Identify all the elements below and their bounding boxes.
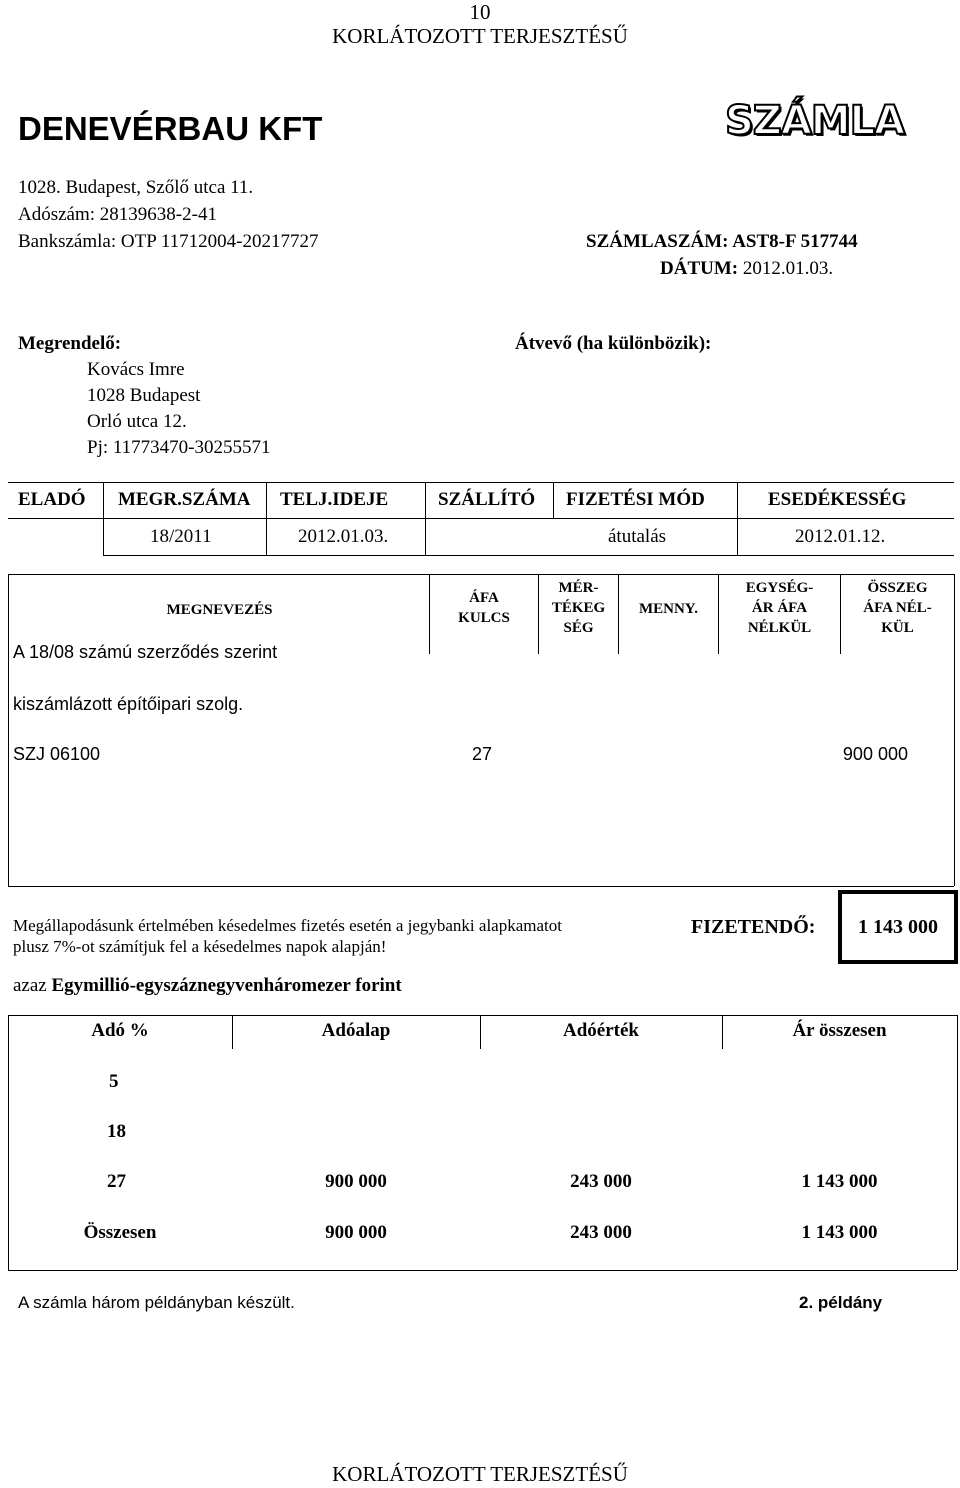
order-header-payment-method: FIZETÉSI MÓD bbox=[566, 489, 705, 510]
items-header-total: ÖSSZEG ÁFA NÉL- KÜL bbox=[863, 580, 932, 636]
item-description-line1: A 18/08 számú szerződés szerint bbox=[13, 642, 278, 662]
item-vat-rate: 27 bbox=[472, 744, 493, 764]
tax-row-rate: 5 bbox=[109, 1071, 119, 1092]
invoice-number: SZÁMLASZÁM: AST8-F 517744 bbox=[586, 231, 858, 252]
tax-table-top-rule bbox=[8, 1015, 957, 1016]
payment-terms-line2: plusz 7%-ot számítjuk fel a késedelmes napok alapján! bbox=[13, 937, 387, 956]
payment-terms-line1: Megállapodásunk értelmében késedelmes fizetés esetén a jegybanki alapkamatot bbox=[13, 916, 562, 935]
tax-total-label: Összesen bbox=[83, 1222, 157, 1243]
distribution-notice-bottom: KORLÁTOZOTT TERJESZTÉSŰ bbox=[332, 1462, 628, 1486]
amount-in-words-prefix: azaz bbox=[13, 975, 47, 996]
tax-row-base: 900 000 bbox=[325, 1171, 387, 1192]
invoice-date bbox=[660, 258, 833, 280]
items-header-unit: MÉR- TÉKEG SÉG bbox=[551, 580, 606, 636]
amount-due-label: FIZETENDŐ: bbox=[691, 916, 816, 938]
copy-number: 2. példány bbox=[799, 1293, 883, 1312]
tax-header-base: Adóalap bbox=[321, 1020, 391, 1041]
tax-header-rate: Adó % bbox=[91, 1020, 149, 1041]
tax-header-amount: Adóérték bbox=[563, 1020, 639, 1041]
order-table-bottom-rule bbox=[103, 555, 954, 556]
due-date-value: 2012.01.12. bbox=[795, 526, 886, 547]
item-total: 900 000 bbox=[842, 744, 908, 764]
customer-name: Kovács Imre bbox=[87, 359, 185, 380]
order-header-supplier: SZÁLLÍTÓ bbox=[438, 489, 536, 510]
order-col-divider bbox=[737, 482, 738, 555]
order-header-seller: ELADÓ bbox=[18, 489, 86, 510]
copies-note: A számla három példányban készült. bbox=[18, 1293, 295, 1312]
distribution-notice-top: KORLÁTOZOTT TERJESZTÉSŰ bbox=[332, 24, 628, 48]
customer-account: Pj: 11773470-30255571 bbox=[87, 437, 271, 458]
recipient-label: Átvevő (ha különbözik): bbox=[515, 333, 712, 354]
invoice-date-label: DÁTUM: bbox=[660, 258, 739, 279]
items-table-left-border bbox=[8, 574, 9, 886]
tax-table-right-border bbox=[957, 1015, 958, 1270]
order-header-due-date: ESEDÉKESSÉG bbox=[768, 489, 907, 510]
items-table-top-rule bbox=[8, 574, 954, 575]
tax-row-rate: 18 bbox=[107, 1121, 126, 1142]
seller-address: 1028. Budapest, Szőlő utca 11. bbox=[18, 177, 254, 198]
items-table-right-border bbox=[954, 574, 955, 886]
customer-label: Megrendelő: bbox=[18, 333, 122, 354]
items-header-quantity: MENNY. bbox=[638, 601, 699, 617]
seller-name: DENEVÉRBAU KFT bbox=[18, 110, 323, 147]
invoice-date-value: 2012.01.03. bbox=[742, 258, 834, 279]
items-header-description: MEGNEVEZÉS bbox=[166, 602, 273, 618]
page-number: 10 bbox=[469, 0, 491, 24]
tax-row-amount: 243 000 bbox=[570, 1171, 632, 1192]
order-header-fulfilment-date: TELJ.IDEJE bbox=[280, 489, 389, 510]
order-header-order-number: MEGR.SZÁMA bbox=[118, 489, 251, 510]
invoice-logo: SZÁMLA bbox=[725, 98, 905, 144]
seller-tax-number: Adószám: 28139638-2-41 bbox=[18, 204, 217, 225]
items-table-bottom-rule bbox=[8, 886, 954, 887]
tax-table-bottom-rule bbox=[8, 1270, 957, 1271]
payment-method-value: átutalás bbox=[608, 526, 667, 547]
tax-total-sum: 1 143 000 bbox=[801, 1222, 878, 1243]
tax-total-amount: 243 000 bbox=[570, 1222, 632, 1243]
customer-city: 1028 Budapest bbox=[87, 385, 201, 406]
fulfilment-date-value: 2012.01.03. bbox=[298, 526, 389, 547]
item-description-line2: kiszámlázott építőipari szolg. bbox=[13, 694, 244, 714]
seller-bank-account: Bankszámla: OTP 11712004-20217727 bbox=[18, 231, 319, 252]
items-header-unit-price: EGYSÉG- ÁR ÁFA NÉLKÜL bbox=[745, 580, 814, 636]
order-col-divider bbox=[266, 482, 267, 555]
tax-row-total: 1 143 000 bbox=[801, 1171, 878, 1192]
order-number-value: 18/2011 bbox=[150, 526, 212, 547]
item-code: SZJ 06100 bbox=[13, 744, 101, 764]
order-col-divider bbox=[553, 482, 554, 518]
order-col-divider bbox=[425, 482, 426, 555]
amount-in-words bbox=[13, 975, 402, 997]
order-table-top-rule bbox=[8, 482, 954, 483]
tax-total-base: 900 000 bbox=[325, 1222, 387, 1243]
items-header-vat-rate: ÁFA KULCS bbox=[458, 590, 510, 626]
order-col-divider bbox=[103, 482, 104, 555]
amount-due-value: 1 143 000 bbox=[858, 916, 938, 938]
tax-row-rate: 27 bbox=[107, 1171, 126, 1192]
order-table-mid-rule bbox=[8, 518, 954, 519]
tax-header-total: Ár összesen bbox=[792, 1020, 887, 1041]
amount-in-words-value: Egymillió-egyszáznegyvenháromezer forint bbox=[51, 975, 402, 996]
customer-street: Orló utca 12. bbox=[87, 411, 187, 432]
